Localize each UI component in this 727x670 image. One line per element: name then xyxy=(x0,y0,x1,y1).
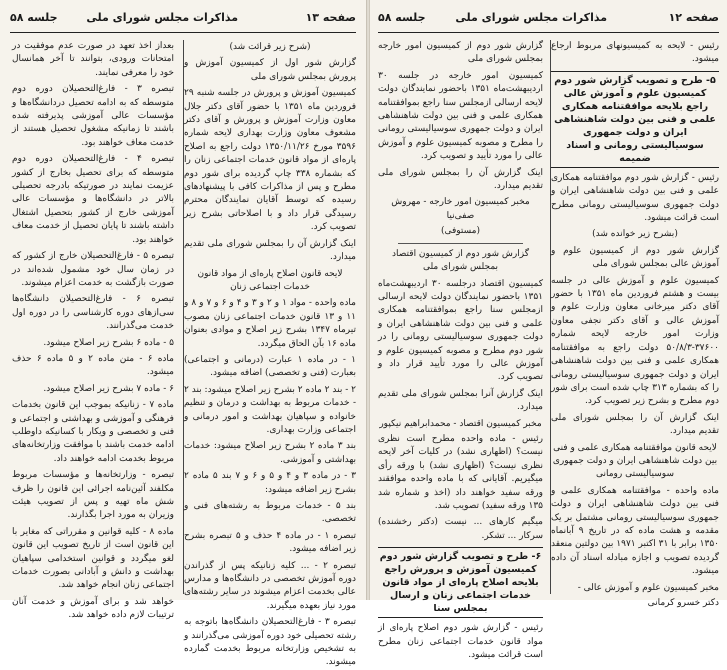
paragraph: ماده ۶ - متن ماده ۲ و ۵ ماده ۶ حذف میشود. xyxy=(12,353,174,378)
centered-heading: لایحه قانون اصلاح پاره‌ای از مواد قانون خدمات اجتماعی زنان xyxy=(197,268,343,292)
paragraph: گزارش شور دوم از کمیسیون علوم و آموزش عالی بمجلس شورای ملی xyxy=(551,245,719,270)
paragraph: تبصره ۲ - ... کلیه زنانیکه پس از گذراندن دوره آموزش تخصصی در دانشگاه‌ها و مدارس عالی بخدمت اعزام میشوند در سایر رشته‌های مورد نیاز بعهده میگیرند. xyxy=(184,560,356,611)
right-page-column-left xyxy=(378,40,543,661)
paragraph: ۱ - در ماده ۱ عبارت (درمانی و اجتماعی) بعبارت (فنی و تخصصی) اضافه میشود. xyxy=(184,354,357,379)
right-session-label: جلسه ۵۸ xyxy=(378,11,426,24)
right-running-head xyxy=(378,6,719,33)
left-session-label: جلسه ۵۸ xyxy=(10,11,58,24)
paragraph: بعداز اخذ تعهد در صورت عدم موفقیت در امتحانات ورودی، بتوانند تا آخر همانسال خود را معرفی نمایند. xyxy=(12,41,174,78)
paragraph: ماده ۷ - زنانیکه بموجب این قانون بخدمات فرهنگی و آموزشی و بهداشتی و اجتماعی و فنی و تخصصی و ویکار با کسانیکه داوطلب ادامه خدمت باشند با موافقت وزارتخانه‌های مربوط بخدمت ادامه خواهند داد. xyxy=(12,400,175,464)
paragraph: بند ۵ - خدمات مربوط به رشته‌های فنی و تخصصی. xyxy=(184,501,356,525)
paragraph: ماده واحده - مواد ۱ و ۲ و ۳ و ۴ و ۶ و ۷ و ۸ و ۱۱ و ۱۳ قانون خدمات اجتماعی زنان مصوب تیرماه ۱۳۴۷ بشرح زیر اصلاح و موادی بعنوان ماده ۱۶ بآن الحاق میگردد. xyxy=(184,298,357,349)
paragraph: تبصره ۴ - فارغ‌التحصیلان دوره دوم متوسطه که برای تحصیل بخارج از کشور عزیمت نمایند در صورتیکه بادرجه تحصیلی بالاتر در دانشگاه‌ها و مؤسسات عالی آموزشی خارج از کشور بتحصیل اشتغال داشته باشند تا پایان تحصیل از خدمت معاف خواهند بود. xyxy=(12,154,174,245)
paragraph: گزارش شور دوم از کمیسیون امور خارجه بمجلس شورای ملی xyxy=(378,41,543,65)
centered-heading: (شرح زیر قرائت شد) xyxy=(229,42,311,52)
paragraph: ۳ - در ماده ۳ و ۴ و ۵ و ۶ و ۷ بند ۵ ماده ۲ بشرح زیر اضافه میشود: xyxy=(184,471,356,495)
paragraph: رئیس - ماده واحده مطرح است نظری نیست؟ (اظهاری نشد) در کلیات آخر لایحه نظری نیست؟ (اظهاری نشد) با ورقه رأی میگیریم. آقایانی که با ماده واحده موافقند ورقه سفید خواهند داد (اخذ و شماره شد ۱۳۵ ورقه سفید) تصویب شد. xyxy=(378,433,543,511)
paragraph: ۲ - بند ۲ ماده ۲ بشرح زیر اصلاح میشود: بند ۲ - خدمات مربوط به بهداشت و درمان و تنظیم خانواده و سپاهیان بهداشت و امور درمانی و اجتماعی وزارت بهداری. xyxy=(184,384,356,435)
paragraph: میگیم کارهای ... نیست (دکتر رخشنده) سرکار ... تشکر. xyxy=(378,517,543,541)
centered-heading: لایحه قانون موافقتنامه همکاری علمی و فنی بین دولت شاهنشاهی ایران و دولت جمهوری سوسیالیستی رومانی xyxy=(552,442,718,480)
right-page-number: صفحه ۱۲ xyxy=(668,11,719,24)
signature-line: مخبر کمیسیون اقتصاد - محمدابراهیم نیکپور xyxy=(379,418,542,429)
section-heading: ۶- طرح و تصویب گزارش شور دوم کمیسیون آموزش و پرورش راجع بلایحه اصلاح پاره‌ای از مواد قانون خدمات اجتماعی زنان و ارسال بمجلس سنا xyxy=(378,547,543,618)
left-page-column-right xyxy=(183,40,357,668)
paragraph: تبصره ۳ - فارغ‌التحصیلان دوره دوم متوسطه که به ادامه تحصیل دردانشگاه‌ها و مؤسسات عالی آموزشی پذیرفته شده باشند تا زمانیکه مشغول تحصیل هستند از خدمت معاف خواهند بود. xyxy=(12,84,174,148)
right-page xyxy=(370,0,727,661)
paragraph: ماده ۸ - کلیه قوانین و مقرراتی که مغایر با این قانون است از تاریخ تصویب این قانون لغو میگردد و قوانین استخدامی سپاهیان بهداشت و دانش و آبادانی بصورت خدمات اجتماعی زنان انجام خواهد شد. xyxy=(12,526,175,591)
paragraph: رئیس - گزارش شور دوم اصلاح پاره‌ای از مواد قانون خدمات اجتماعی زنان مطرح است قرائت میشود. xyxy=(378,623,543,661)
paragraph: ۶ - ماده ۷ بشرح زیر اصلاح میشود. xyxy=(43,383,174,394)
paragraph: ۵ - ماده ۶ بشرح زیر اصلاح میشود. xyxy=(43,337,174,348)
paragraph: تبصره ۳ - فارغ‌التحصیلان دانشگاه‌ها باتوجه به رشته تحصیلی خود دوره آموزشی می‌گذرانند و به تشخیص وزارتخانه مربوط بخدمت گمارده میشوند. xyxy=(184,617,356,668)
section-heading: ۵- طرح و تصویب گزارش شور دوم کمیسیون علوم و آموزش عالی راجع بلایحه موافقتنامه همکاری علمی و فنی بین دولت شاهنشاهی ایران و دولت جمهوری سوسیالیستی رومانی و اسناد ضمیمه xyxy=(551,71,719,168)
signature-line: مخبر کمیسیون علوم و آموزش عالی - xyxy=(577,582,719,593)
signature-line: مخبر کمیسیون امور خارجه - مهروش صفی‌نیا xyxy=(391,197,530,221)
paragraph: اینک گزارش آن را بمجلس شورای ملی تقدیم میدارد. xyxy=(184,238,356,263)
paragraph: اینک گزارش آن را بمجلس شورای ملی تقدیم میدارد. xyxy=(551,412,719,437)
centered-heading: (بشرح زیر خوانده شد) xyxy=(592,229,678,240)
paragraph: تبصره - وزارتخانه‌ها و مؤسسات مربوط مکلفند آئین‌نامه اجرائی این قانون را ظرف شش ماه تهیه و پس از تصویب هیئت وزیران به مورد اجرا بگذارند. xyxy=(12,470,174,521)
left-running-head xyxy=(10,6,356,33)
signature-line: دکتر خسرو کرمانی xyxy=(647,598,719,608)
left-page-number: صفحه ۱۳ xyxy=(305,11,356,24)
paragraph: خواهد شد و برای آموزش و خدمت آنان ترتیبات لازم داده خواهد شد. xyxy=(12,596,174,621)
left-journal-title: مذاکرات مجلس شورای ملی xyxy=(86,11,238,24)
paragraph: تبصره ۶ - فارغ‌التحصیلان دانشگاه‌ها سی‌ازهای دوره کارشناسی را در دوره اول خدمت می‌گذرانند. xyxy=(12,294,174,332)
right-journal-title: مذاکرات مجلس شورای ملی xyxy=(455,11,607,24)
paragraph: تبصره ۱ - در ماده ۴ حذف و ۵ تبصره بشرح زیر اضافه میشود. xyxy=(184,530,356,555)
paragraph: اینک گزارش آنرا بمجلس شورای ملی تقدیم میدارد. xyxy=(378,388,543,413)
paragraph: ماده واحده - موافقتنامه همکاری علمی و فنی بین دولت شاهنشاهی ایران و دولت جمهوری سوسیالیستی رومانی مشتمل بر یک مقدمه و هشت ماده که در تاریخ ۹ آبانماه ۱۳۵۰ برابر با ۳۱ اکتبر ۱۹۷۱ بین دولتین منعقد گردیده تصویب و اجازه مبادله اسناد آن داده میشود. xyxy=(551,485,719,577)
separator-rule xyxy=(398,243,523,244)
paragraph: تبصره ۵ - فارغ‌التحصیلان خارج از کشور که در زمان سال خود مشمول شده‌اند در صورت بازگشت به خدمت اعزام میشوند. xyxy=(12,251,174,288)
paragraph: کمیسیون امور خارجه در جلسه ۳۰ اردیبهشت‌ماه ۱۳۵۱ باحضور نمایندگان دولت لایحه ارسالی ازمجلس سنا راجع بموافقتنامه همکاری علمی و فنی بین دولت شاهنشاهی ایران و دولت جمهوری سوسیالیستی رومانی را مطرح و مصوبه کمیسیون علوم و آموزش عالی را مورد تأیید و تصویب کرد. xyxy=(378,70,543,162)
paragraph: اینک گزارش آن را بمجلس شورای ملی تقدیم میدارد. xyxy=(378,167,543,192)
paragraph: رئیس - لایحه به کمیسیونهای مربوط ارجاع میشود. xyxy=(551,41,719,65)
left-page-column-left xyxy=(12,40,175,621)
paragraph: رئیس - گزارش شور دوم موافقتنامه همکاری علمی و فنی بین دولت شاهنشاهی ایران و دولت جمهوری سوسیالیستی رومانی مطرح است قرائت میشود. xyxy=(551,172,719,224)
signature-line: (مستوفی) xyxy=(440,226,481,237)
paragraph: بند ۳ ماده ۲ بشرح زیر اصلاح میشود: خدمات بهداشتی و آموزشی. xyxy=(184,441,356,465)
paragraph: کمیسیون اقتصاد درجلسه ۳۰ اردیبهشت‌ماه ۱۳۵۱ باحضور نمایندگان دولت لایحه ارسالی ازمجلس سنا راجع بموافقتنامه همکاری علمی و فنی بین دولت شاهنشاهی ایران و دولت جمهوری سوسیالیستی رومانی را در شور دوم مطرح و مصوبه کمیسیون علوم و آموزش عالی را مورد تأیید قرار داد و تصویب کرد. xyxy=(378,278,543,383)
right-page-column-right xyxy=(550,40,719,608)
centered-heading: گزارش شور دوم از کمیسیون اقتصاد بمجلس شورای ملی xyxy=(392,248,529,273)
paragraph: کمیسیون علوم و آموزش عالی در جلسه بیست و هشتم فروردین ماه ۱۳۵۱ با حضور آقای دکتر میرخانی معاون وزارت علوم و آموزش عالی و آقای دکتر نجفی معاون وزارت امور خارجه لایحه شماره ۳۷۶۰۰-۵۰/۸/۳ دولت راجع به موافقتنامه همکاری علمی و فنی بین دولت شاهنشاهی ایران و دولت جمهوری سوسیالیستی رومانی را که بشماره ۳۱۳ چاپ شده است برای شور دوم مطرح و بشرح زیر تصویب کرد. xyxy=(551,275,719,407)
paragraph: کمیسیون آموزش و پرورش در جلسه شنبه ۲۹ فروردین ماه ۱۳۵۱ با حضور آقای دکتر جلال معاون وزارت آموزش و پرورش و آقای دکتر مشعوف معاون وزارت بهداری لایحه شماره ۳۵۹۶ مورخ ۱۳۵۰/۱۱/۲۶ دولت راجع به اصلاح پاره‌ای از مواد قانون خدمات اجتماعی زنان را که بشماره ۳۳۸ چاپ گردیده برای شور دوم مطرح و پس از مذاکرات کافی با پیشنهادهای رسیده که توسط آقایان نمایندگان محترم رسیدگی قرار داد و با اصلاحاتی بشرح زیر تصویب کرد. xyxy=(184,88,357,233)
paragraph: گزارش شور اول از کمیسیون آموزش و پرورش بمجلس شورای ملی xyxy=(184,58,356,82)
